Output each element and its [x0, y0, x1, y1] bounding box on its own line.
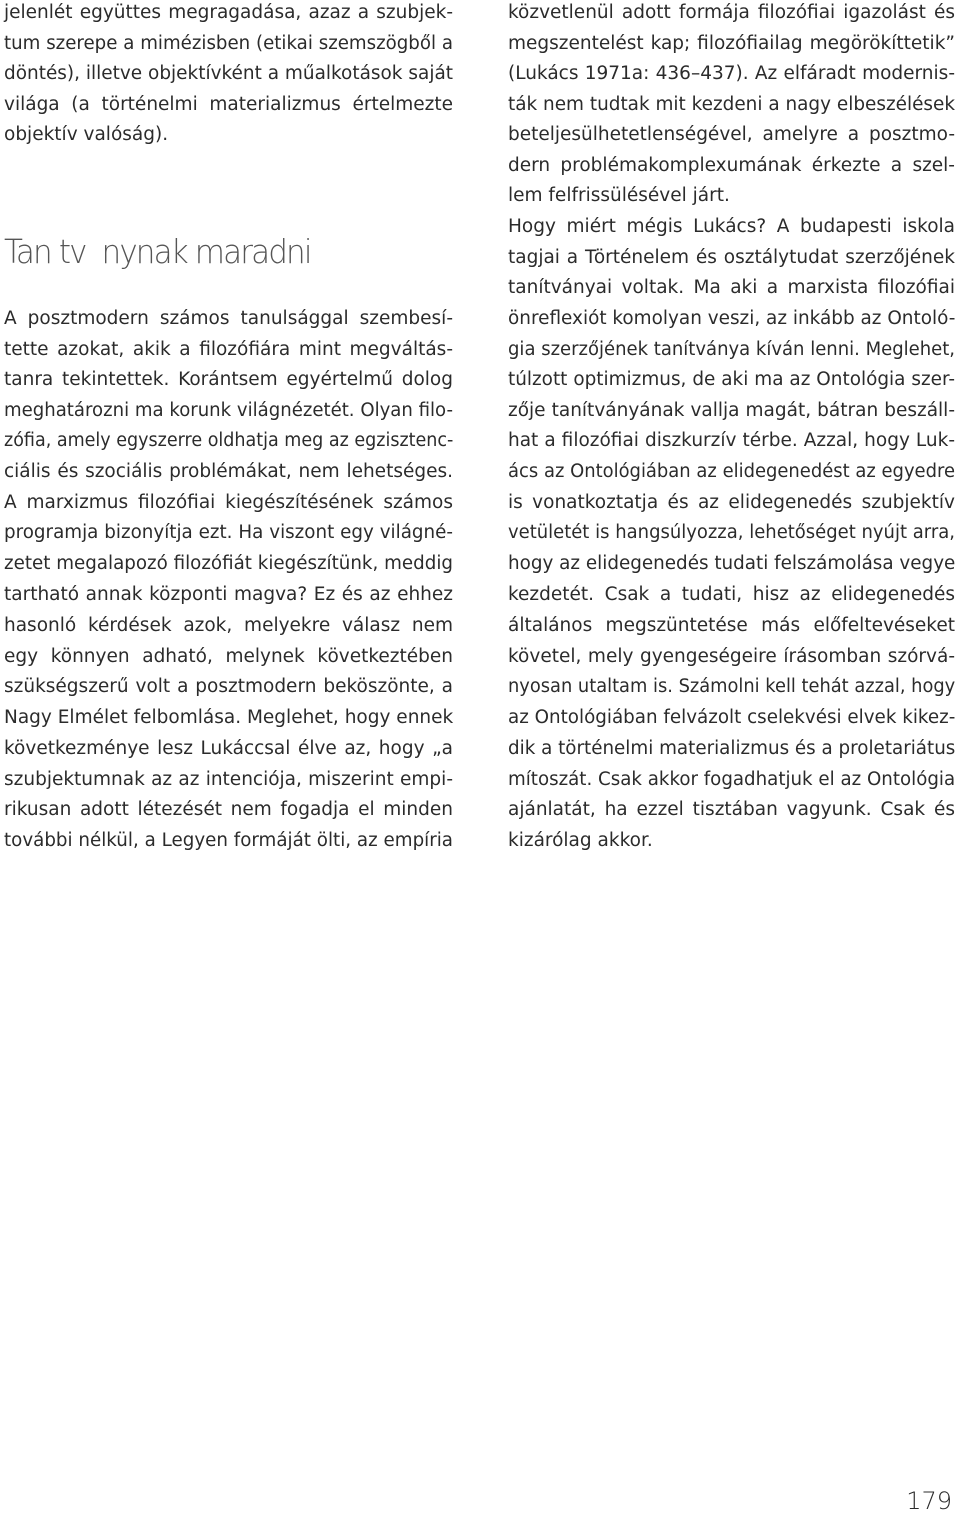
text-line: meghatározni ma korunk világnézetét. Olyan filo- — [4, 400, 453, 421]
text-line: következménye lesz Lukáccsal élve az, hogy „a — [4, 738, 453, 759]
text-line: hasonló kérdések azok, melyekre válasz nem — [4, 615, 453, 636]
text-line: mítoszát. Csak akkor fogadhatjuk el az Ontológia — [508, 769, 956, 790]
text-line: ajánlatát, ha ezzel tisztában vagyunk. Csak és — [508, 799, 955, 820]
text-line: tanítványai voltak. Ma aki a marxista filozófiai — [508, 277, 955, 298]
text-line: objektív valóság). — [4, 124, 169, 145]
text-line: lem felfrissülésével járt. — [508, 185, 730, 206]
text-line: további nélkül, a Legyen formáját ölti, az empíria — [4, 830, 453, 851]
text-line: követel, mely gyengeségeire írásomban szórvá- — [508, 646, 955, 667]
text-line: ács az Ontológiában az elidegenedést az egyedre — [508, 461, 955, 482]
text-line: zetet megalapozó filozófiát kiegészítünk, meddig — [4, 553, 453, 574]
text-line: A marxizmus filozófiai kiegészítésének számos — [4, 492, 453, 513]
text-line: általános megszüntetése más előfeltevéseket — [508, 615, 955, 636]
text-line: tagjai a Történelem és osztálytudat szerzőjének — [508, 247, 955, 268]
text-line: szubjektumnak az az intenciója, miszerint empi- — [4, 769, 453, 790]
text-line: vetületét is hangsúlyozza, lehetőséget nyújt arra, — [508, 522, 955, 543]
text-line: jelenlét együttes megragadása, azaz a szubjek- — [4, 2, 453, 23]
text-line: megszentelést kap; filozófiailag megörökíttetik” — [508, 33, 955, 54]
text-line: az Ontológiában felvázolt cselekvési elvek kikez- — [508, 707, 956, 728]
text-line: kezdetét. Csak a tudati, hisz az elidegenedés — [508, 584, 955, 605]
text-line: ták nem tudtak mit kezdeni a nagy elbeszélések — [508, 94, 955, 115]
text-line: világa (a történelmi materializmus értelmezte — [4, 94, 453, 115]
text-line: Hogy miért mégis Lukács? A budapesti iskola — [508, 216, 955, 237]
section-heading: Tan tv nynak maradni — [4, 232, 311, 271]
text-line: ciális és szociális problémákat, nem lehetséges. — [4, 461, 453, 482]
text-line: tette azokat, akik a filozófiára mint megváltás- — [4, 339, 453, 360]
text-line: túlzott optimizmus, de aki ma az Ontológia szer- — [508, 369, 955, 390]
text-line: önreflexiót komolyan veszi, az inkább az Ontoló- — [508, 308, 956, 329]
text-line: programja bizonyítja ezt. Ha viszont egy világné- — [4, 522, 453, 543]
text-line: (Lukács 1971a: 436–437). Az elfáradt modernis- — [508, 63, 955, 84]
text-line: hogy az elidegenedés tudati felszámolása vegye — [508, 553, 956, 574]
text-line: A posztmodern számos tanulsággal szembesí- — [4, 308, 453, 329]
text-line: beteljesülhetetlenségével, amelyre a posztmo- — [508, 124, 955, 145]
text-line: is vonatkoztatja és az elidegenedés szubjektív — [508, 492, 955, 513]
text-line: döntés), illetve objektívként a műalkotások saját — [4, 63, 453, 84]
text-line: egy könnyen adható, melynek következtében — [4, 646, 453, 667]
text-line: nyosan utaltam is. Számolni kell tehát azzal, hogy — [508, 676, 956, 697]
text-line: hat a filozófiai diszkurzív térbe. Azzal, hogy Luk- — [508, 430, 955, 451]
text-line: tartható annak központi magva? Ez és az ehhez — [4, 584, 453, 605]
text-line: gia szerzőjének tanítványa kíván lenni. Meglehet, — [508, 339, 956, 360]
text-line: dern problémakomplexumának érkezte a szel- — [508, 155, 955, 176]
text-line: tanra tekintettek. Korántsem egyértelmű dolog — [4, 369, 453, 390]
text-line: Nagy Elmélet felbomlása. Meglehet, hogy ennek — [4, 707, 454, 728]
text-line: dik a történelmi materializmus és a proletariátus — [508, 738, 956, 759]
page-number: 179 — [906, 1487, 952, 1515]
text-line: szükségszerű volt a posztmodern beköszönte, a — [4, 676, 453, 697]
text-line: zófia, amely egyszerre oldhatja meg az egzisztenc- — [4, 430, 454, 451]
text-line: közvetlenül adott formája filozófiai igazolást és — [508, 2, 955, 23]
text-line: zője tanítványának vallja magát, bátran beszáll- — [508, 400, 955, 421]
text-line: rikusan adott létezését nem fogadja el minden — [4, 799, 453, 820]
text-line: tum szerepe a mimézisben (etikai szemszögből a — [4, 33, 453, 54]
text-line: kizárólag akkor. — [508, 830, 653, 851]
